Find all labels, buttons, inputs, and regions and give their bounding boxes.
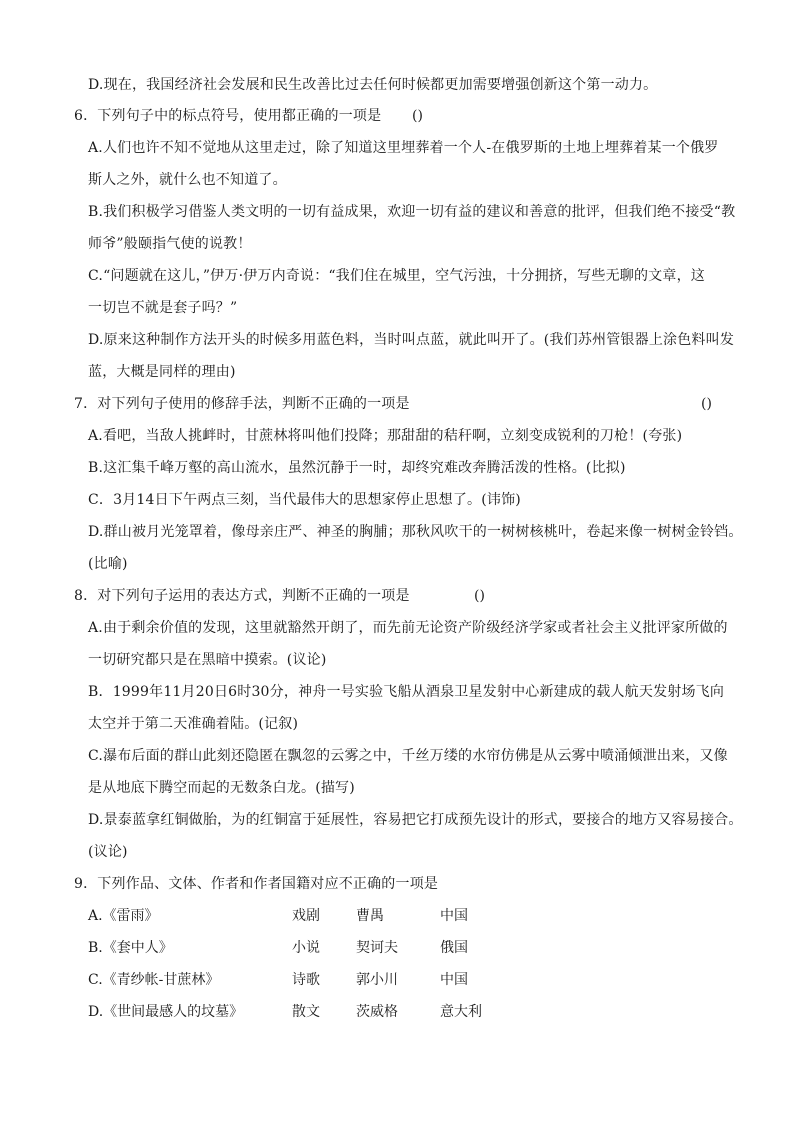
q8-option-d-line2: (议论) bbox=[88, 844, 128, 860]
q8-option-b-line2: 太空并于第二天准确着陆。(记叙) bbox=[88, 716, 299, 732]
q9-stem: 9．下列作品、文体、作者和作者国籍对应不正确的一项是 bbox=[74, 876, 439, 892]
q9-author: 茨威格 bbox=[356, 1004, 398, 1020]
q9-work: A.《雷雨》 bbox=[88, 908, 159, 924]
q9-author: 契诃夫 bbox=[356, 940, 398, 956]
q7-option-c: C．3月14日下午两点三刻，当代最伟大的思想家停止思想了。(讳饰) bbox=[88, 492, 521, 508]
q6-option-d-line2: 蓝，大概是同样的理由) bbox=[88, 364, 236, 380]
q8-option-c-line1: C.瀑布后面的群山此刻还隐匿在飘忽的云雾之中，千丝万缕的水帘仿佛是从云雾中喷涌倾泄出来，又像 bbox=[88, 748, 728, 764]
q9-work: C.《青纱帐-甘蔗林》 bbox=[88, 972, 220, 988]
q9-country: 俄国 bbox=[440, 940, 468, 956]
q7-option-d-line2: (比喻) bbox=[88, 556, 128, 572]
q9-genre: 诗歌 bbox=[292, 972, 320, 988]
q6-option-a-line2: 斯人之外，就什么也不知道了。 bbox=[88, 172, 287, 188]
q7-option-a: A.看吧，当敌人挑衅时，甘蔗林将叫他们投降；那甜甜的秸秆啊，立刻变成锐利的刀枪！(夸张) bbox=[88, 428, 683, 444]
q9-work: B.《套中人》 bbox=[88, 940, 173, 956]
q9-author: 郭小川 bbox=[356, 972, 398, 988]
q8-option-d-line1: D.景泰蓝拿红铜做胎，为的红铜富于延展性，容易把它打成预先设计的形式，要接合的地方又容易接合。 bbox=[88, 812, 743, 828]
q8-option-a-line2: 一切研究都只是在黑暗中摸索。(议论) bbox=[88, 652, 327, 668]
q9-country: 意大利 bbox=[440, 1004, 482, 1020]
q8-option-b-line1: B．1999年11月20日6时30分，神舟一号实验飞船从酒泉卫星发射中心新建成的载人航天发射场飞向 bbox=[88, 684, 725, 700]
q6-option-a-line1: A.人们也许不知不觉地从这里走过，除了知道这里埋葬着一个人-在俄罗斯的土地上埋葬着某一个俄罗 bbox=[88, 140, 719, 156]
q8-stem: 8．对下列句子运用的表达方式，判断不正确的一项是 bbox=[74, 588, 410, 604]
q7-answer-paren: () bbox=[701, 396, 712, 412]
q9-country: 中国 bbox=[440, 972, 468, 988]
q5-option-d: D.现在，我国经济社会发展和民生改善比过去任何时候都更加需要增强创新这个第一动力。 bbox=[88, 77, 658, 93]
q8-option-a-line1: A.由于剩余价值的发现，这里就豁然开朗了，而先前无论资产阶级经济学家或者社会主义批评家所做的 bbox=[88, 620, 728, 636]
q8-option-c-line2: 是从地底下腾空而起的无数条白龙。(描写) bbox=[88, 780, 355, 796]
q9-genre: 小说 bbox=[292, 940, 320, 956]
q9-work: D.《世间最感人的坟墓》 bbox=[88, 1004, 244, 1020]
q8-answer-paren: () bbox=[474, 588, 485, 604]
q7-option-d-line1: D.群山被月光笼罩着，像母亲庄严、神圣的胸脯；那秋风吹干的一树树核桃叶，卷起来像一树树金铃铛。 bbox=[88, 524, 743, 540]
q6-option-d-line1: D.原来这种制作方法开头的时候多用蓝色料，当时叫点蓝，就此叫开了。(我们苏州管银器上涂色料叫发 bbox=[88, 332, 735, 348]
q9-country: 中国 bbox=[440, 908, 468, 924]
q6-stem: 6．下列句子中的标点符号，使用都正确的一项是 bbox=[74, 108, 382, 124]
q6-option-b-line1: B.我们积极学习借鉴人类文明的一切有益成果，欢迎一切有益的建议和善意的批评，但我们绝不接受“教 bbox=[88, 204, 736, 220]
q6-option-b-line2: 师爷”般颐指气使的说教！ bbox=[88, 236, 252, 252]
q9-author: 曹禺 bbox=[356, 908, 384, 924]
q6-answer-paren: () bbox=[412, 108, 423, 124]
q6-option-c-line1: C.“问题就在这儿，”伊万·伊万内奇说：“我们住在城里，空气污浊，十分拥挤，写些无聊的文章，这 bbox=[88, 268, 705, 284]
q9-genre: 散文 bbox=[292, 1004, 320, 1020]
q6-option-c-line2: 一切岂不就是套子吗？” bbox=[88, 300, 238, 316]
q9-genre: 戏剧 bbox=[292, 908, 320, 924]
q7-stem: 7．对下列句子使用的修辞手法，判断不正确的一项是 bbox=[74, 396, 410, 412]
q7-option-b: B.这汇集千峰万壑的高山流水，虽然沉静于一时，却终究难改奔腾活泼的性格。(比拟) bbox=[88, 460, 626, 476]
